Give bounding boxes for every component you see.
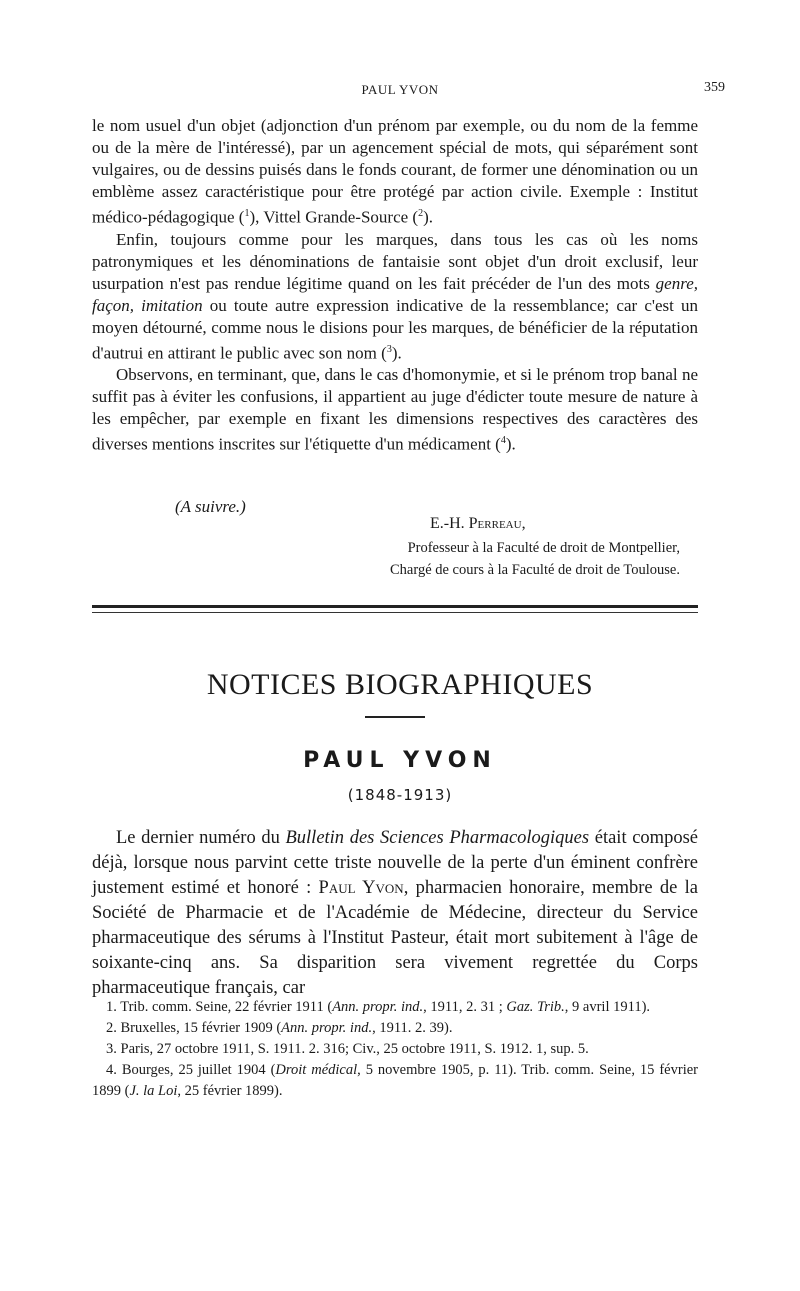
- paragraph: Enfin, toujours comme pour les marques, dans tous les cas où les noms patronymiques et les dénominations de fantaisie sont objet d'un droit exclusif, leur usurpation n'est pas rendue légitime quand on les fait précéder de l'un des mots genre, façon, imitation ou toute autre expression indicative de la ressemblance; car c'est un moyen détourné, comme nous le disions pour les marques, de bénéficier de la réputation d'autrui en attirant le public avec son nom ($^3$).: [92, 229, 698, 363]
- page-number: 359: [704, 80, 725, 95]
- paragraph: Observons, en terminant, que, dans le cas d'homonymie, et si le prénom trop banal ne suffit pas à éviter les confusions, il appartient au juge d'édicter toute mesure de nature à les empêcher, par exemple en fixant les dimensions respectives des caractères des diverses mentions inscrites sur l'étiquette d'un médicament ($^4$).: [92, 365, 698, 454]
- running-header: PAUL YVON: [361, 82, 439, 97]
- footnote-ref: 4: [500, 435, 506, 447]
- section-divider-thick: [92, 605, 698, 608]
- footnote-ref: 2: [418, 208, 424, 219]
- footnote: 1. Trib. comm. Seine, 22 février 1911 (Ann. propr. ind., 1911, 2. 31 ; Gaz. Trib., 9 avril 1911).: [106, 999, 651, 1015]
- section-heading: NOTICES BIOGRAPHIQUES: [206, 668, 594, 701]
- paragraph: Le dernier numéro du Bulletin des Sciences Pharmacologiques était composé déjà, lorsque nous parvint cette triste nouvelle de la perte d'un éminent confrère justement estimé et honoré : Paul Yvon, pharmacien honoraire, membre de la Société de Pharmacie et de l'Académie de Médecine, directeur du Service pharmaceutique des sérums à l'Institut Pasteur, était mort subitement à l'âge de soixante-cinq ans. Sa disparition sera vivement regrettée du Corps pharmaceutique français, car: [92, 828, 698, 998]
- to-be-continued-note: (A suivre.): [175, 497, 246, 516]
- footnote: 2. Bruxelles, 15 février 1909 (Ann. propr. ind., 1911. 2. 39).: [106, 1020, 453, 1036]
- biography-text: [92, 826, 698, 1001]
- footnote-ref: 1: [244, 208, 250, 219]
- author-name: E.-H. Perreau,: [430, 515, 526, 532]
- section-divider-thin: [92, 612, 698, 613]
- footnotes: [92, 997, 698, 1102]
- heading-separator: [365, 716, 425, 718]
- footnote: 4. Bourges, 25 juillet 1904 (Droit médical, 5 novembre 1905, p. 11). Trib. comm. Seine, 15 février 1899 (J. la Loi, 25 février 1899).: [92, 1062, 698, 1099]
- author-affiliation: Professeur à la Faculté de droit de Montpellier,: [407, 540, 680, 556]
- footnote: 3. Paris, 27 octobre 1911, S. 1911. 2. 316; Civ., 25 octobre 1911, S. 1912. 1, sup. 5.: [106, 1041, 589, 1057]
- article-dates: (1848-1913): [347, 786, 453, 804]
- continued-article-text: [92, 115, 698, 456]
- footnote-ref: 3: [386, 343, 392, 355]
- paragraph: le nom usuel d'un objet (adjonction d'un prénom par exemple, ou du nom de la femme ou de la mère de l'intéressé), par un agencement spécial de mots, qui séparément sont vulgaires, ou de dessins puisés dans le fonds courant, de former une dénomination ou un emblème assez caractéristique pour être protégé par action civile. Exemple : Institut médico-pédagogique ($^1$), Vittel Grande-Source ($^2$).: [92, 116, 698, 227]
- author-affiliation: Chargé de cours à la Faculté de droit de Toulouse.: [390, 562, 680, 578]
- article-title: PAUL YVON: [303, 748, 497, 773]
